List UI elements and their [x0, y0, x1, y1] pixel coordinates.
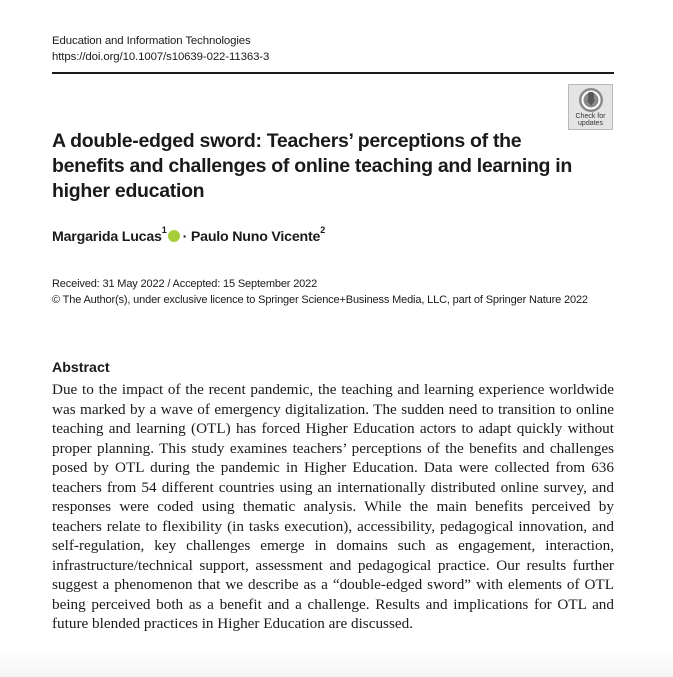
- copyright-notice: © The Author(s), under exclusive licence to Springer Science+Business Media, LLC, part of Springer Nature 2022: [52, 294, 588, 306]
- page-bottom-fade: [0, 650, 673, 677]
- check-for-updates-line1: Check for: [575, 113, 606, 120]
- check-for-updates-icon: [578, 87, 604, 113]
- orcid-icon[interactable]: [168, 230, 180, 242]
- doi-link[interactable]: https://doi.org/10.1007/s10639-022-11363-3: [52, 51, 270, 63]
- publication-info: [52, 276, 597, 308]
- author-separator: ·: [182, 229, 188, 245]
- received-accepted-dates: Received: 31 May 2022 / Accepted: 15 September 2022: [52, 278, 318, 290]
- check-for-updates-badge[interactable]: [568, 84, 613, 130]
- abstract-heading: Abstract: [52, 360, 110, 376]
- abstract-text: Due to the impact of the recent pandemic, the teaching and learning experience worldwide was marked by a wave of emergency digitalization. The sudden need to transition to online teaching and learning (OTL) has forced Higher Education actors to adapt quickly without proper planning. This study examines teachers’ perceptions of the benefits and challenges posed by OTL during the pandemic in Higher Education. Data were collected from 636 teachers from 54 different countries using an internationally distributed online survey, and responses were coded using thematic analysis. While the main benefits perceived by teachers relate to flexibility (in tasks execution), accessibility, pedagogical innovation, and self-regulation, key challenges emerge in domains such as engagement, interaction, infrastructure/​technical support, assessment and pedagogical practice. Our results further suggest a phenomenon that we describe as a “double-edged sword” with elements of OTL being perceived both as a benefit and a challenge. Results and implications for OTL and future blended practices in Higher Education are discussed.: [52, 381, 614, 632]
- author-name[interactable]: Margarida Lucas: [52, 229, 162, 245]
- author-name[interactable]: Paulo Nuno Vicente: [190, 229, 321, 245]
- author-list: [52, 225, 326, 245]
- journal-name: Education and Information Technologies: [52, 35, 251, 47]
- article-title: A double-edged sword: Teachers’ perceptions of the benefits and challenges of online teaching and learning in higher education: [52, 130, 573, 202]
- check-for-updates-line2: updates: [578, 120, 603, 127]
- header-rule: [52, 72, 614, 74]
- author-affiliation: 2: [320, 225, 326, 236]
- author-affiliation: 1: [161, 225, 167, 236]
